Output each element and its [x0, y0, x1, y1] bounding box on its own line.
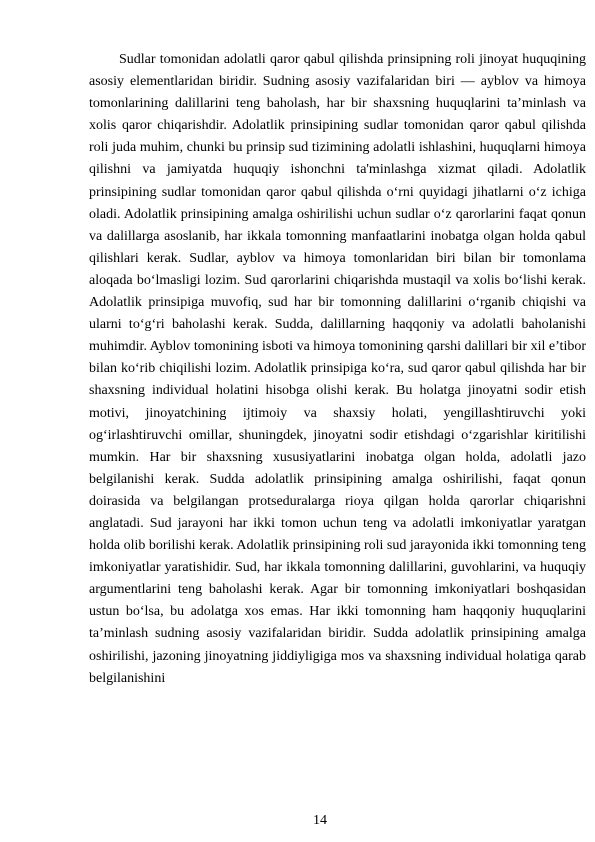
body-paragraph: Sudlar tomonidan adolatli qaror qabul qilishda prinsipning roli jinoyat huquqining asosiy elementlaridan biridir. Sudning asosiy vazifalaridan biri — ayblov va himoya tomonlarining dalillarini teng baholash, har bir shaxsning huquqlarini ta’minlash va xolis qaror chiqarishdir. Adolatlik prinsipining sudlar tomonidan qaror qabul qilishda roli juda muhim, chunki bu prinsip sud tizimining adolatli ishlashini, huquqlarni himoya qilishni va jamiyatda huquqiy ishonchni ta'minlashga xizmat qiladi. Adolatlik prinsipining sudlar tomonidan qaror qabul qilishda o‘rni quyidagi jihatlarni o‘z ichiga oladi. Adolatlik prinsipining amalga oshirilishi uchun sudlar o‘z qarorlarini faqat qonun va dalillarga asoslanib, har ikkala tomonning manfaatlarini inobatga olgan holda qabul qilishlari kerak. Sudlar, ayblov va himoya tomonlaridan biri bilan bir tomonlama aloqada bo‘lmasligi lozim. Sud qarorlarini chiqarishda mustaqil va xolis bo‘lishi kerak. Adolatlik prinsipiga muvofiq, sud har bir tomonning dalillarini o‘rganib chiqishi va ularni to‘g‘ri baholashi kerak. Sudda, dalillarning haqqoniy va adolatli baholanishi muhimdir. Ayblov tomonining isboti va himoya tomonining qarshi dalillari bir xil e’tibor bilan ko‘rib chiqilishi lozim. Adolatlik prinsipiga ko‘ra, sud qaror qabul qilishda har bir shaxsning individual holatini hisobga olishi kerak. Bu holatga jinoyatni sodir etish motivi, jinoyatchining ijtimoiy va shaxsiy holati, yengillashtiruvchi yoki og‘irlashtiruvchi omillar, shuningdek, jinoyatni sodir etishdagi o‘zgarishlar kiritilishi mumkin. Har bir shaxsning xususiyatlarini inobatga olgan holda, adolatli jazo belgilanishi kerak. Sudda adolatlik prinsipining amalga oshirilishi, faqat qonun doirasida va belgilangan protseduralarga rioya qilgan holda qarorlar chiqarishni anglatadi. Sud jarayoni har ikki tomon uchun teng va adolatli imkoniyatlar yaratgan holda olib borilishi kerak. Adolatlik prinsipining roli sud jarayonida ikki tomonning teng imkoniyatlar yaratishidir. Sud, har ikkala tomonning dalillarini, guvohlarini, va huquqiy argumentlarini teng baholashi kerak. Agar bir tomonning imkoniyatlari boshqasidan ustun bo‘lsa, bu adolatga xos emas. Har ikki tomonning ham haqqoniy huquqlarini ta’minlash sudning asosiy vazifalaridan biridir. Sudda adolatlik prinsipining amalga oshirilishi, jazoning jinoyatning jiddiyligiga mos va shaxsning individual holatiga qarab belgilanishini: [89, 52, 586, 686]
page-number: 14: [313, 813, 327, 828]
